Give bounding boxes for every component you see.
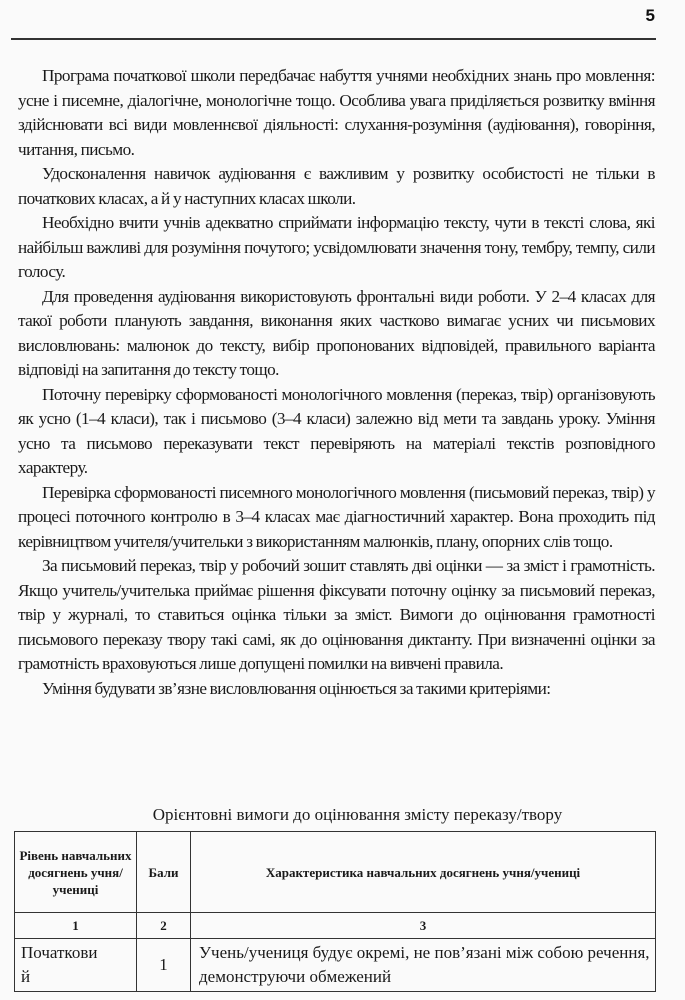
table-row	[15, 939, 656, 992]
header-description: Характеристика навчальних досягнень учня/учениці	[191, 832, 656, 913]
column-number: 1	[15, 913, 137, 939]
description-cell: Учень/учениця будує окремі, не пов’язані між собою речення, демонструючи обмежений	[191, 939, 656, 992]
paragraph: Уміння будувати зв’язне висловлювання оцінюється за такими критеріями:	[42, 678, 551, 698]
paragraph: Поточну перевірку сформованості монологічного мовлення (переказ, твір) організовують як усно (1–4 класи), так і письмово (3–4 класи) залежно від мети та завдань уроку. Уміння усно та письмово переказувати текст перевіряють на матеріалі текстів розповідного характеру.	[18, 384, 655, 477]
page-number: 5	[645, 6, 655, 25]
header-score: Бали	[137, 832, 191, 913]
level-cell	[15, 939, 137, 992]
paragraph: Програма початкової школи передбачає набуття учнями необхідних знань про мовлення: усне і писемне, діалогічне, монологічне тощо. Особлива увага приділяється розвитку вміння здійснювати всі види мовленнєвої діяльності: слухання-розуміння (аудіювання), говоріння, читання, письмо.	[18, 66, 655, 159]
table-caption: Орієнтовні вимоги до оцінювання змісту переказу/твору	[152, 805, 563, 824]
paragraph: Для проведення аудіювання використовують фронтальні види роботи. У 2–4 класах для такої роботи планують завдання, виконання яких частково вимагає усних чи письмових висловлювань: малюнок до тексту, вибір пропонованих відповідей, правильного варіанта відповіді на запитання до тексту тощо.	[18, 286, 655, 379]
header-level: Рівень навчальних досягнень учня/учениці	[15, 832, 137, 913]
column-number: 2	[137, 913, 191, 939]
paragraph: Необхідно вчити учнів адекватно сприймати інформацію тексту, чути в тексті слова, які найбільш важливі для розуміння почутого; усвідомлювати значення тону, тембру, темпу, сили голосу.	[18, 213, 655, 281]
column-number-row	[15, 913, 656, 939]
paragraph: Перевірка сформованості писемного монологічного мовлення (письмовий переказ, твір) у процесі поточного контролю в 3–4 класах має діагностичний характер. Вона проходить під керівництвом учителя/учительки з використанням малюнків, плану, опорних слів тощо.	[18, 482, 655, 551]
table-header-row	[15, 832, 656, 913]
header-rule	[11, 38, 656, 40]
level-text: Початковий	[21, 943, 98, 986]
body-text	[18, 64, 655, 701]
score-cell: 1	[137, 939, 191, 992]
paragraph: Удосконалення навичок аудіювання є важливим у розвитку особистості не тільки в початкових класах, а й у наступних класах школи.	[18, 164, 655, 208]
column-number: 3	[191, 913, 656, 939]
paragraph: За письмовий переказ, твір у робочий зошит ставлять дві оцінки — за зміст і грамотність. Якщо учитель/учителька приймає рішення фіксувати поточну оцінку за письмовий переказ, твір у журналі, то ставиться оцінка тільки за зміст. Вимоги до оцінювання грамотності письмового переказу твору такі самі, як до оцінювання диктанту. При визначенні оцінки за грамотність враховуються лише допущені помилки на вивчені правила.	[18, 556, 655, 673]
criteria-table	[14, 831, 656, 992]
